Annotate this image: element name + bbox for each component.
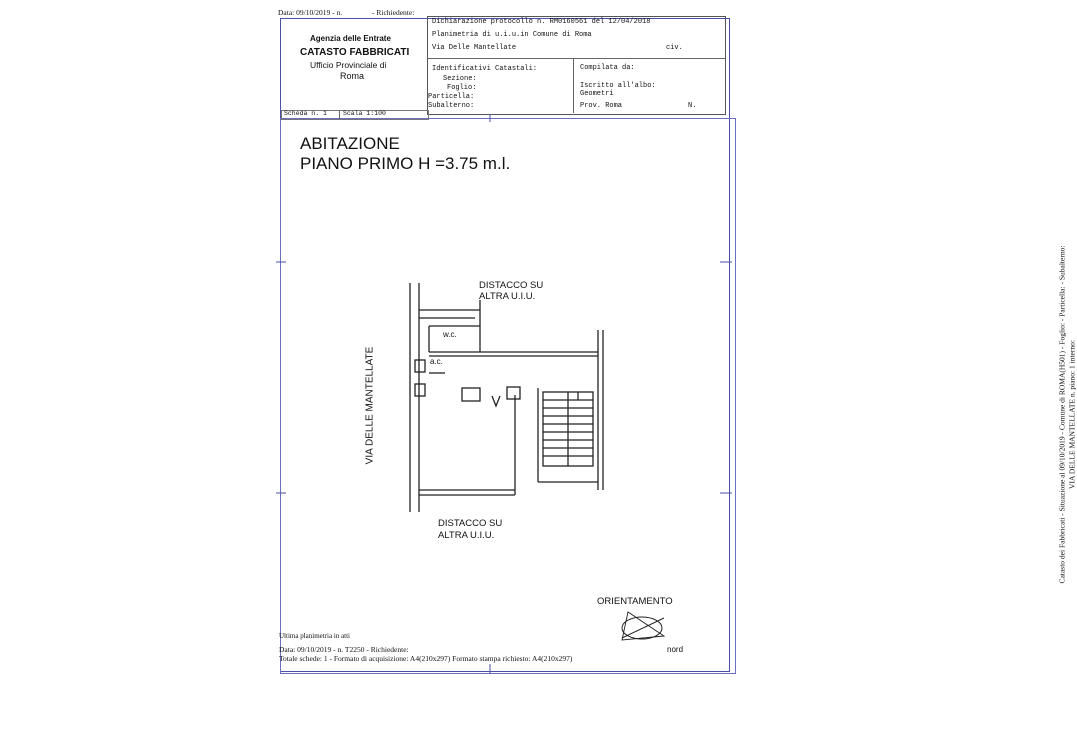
side-text-line1: Catasto dei Fabbricati - Situazione al 09/10/2019 - Comune di ROMA(H501) - Foglio: - Particella: - Subalterno: (1057, 245, 1067, 584)
info-particella: Particella: (428, 93, 475, 101)
plan-title-line2: PIANO PRIMO H =3.75 m.l. (300, 154, 511, 173)
distacco-top-line1: DISTACCO SU (479, 280, 544, 291)
scheda-scala: Scala 1:100 (343, 110, 386, 117)
info-planimetria: Planimetria di u.i.u.in Comune di Roma (432, 31, 592, 39)
info-foglio: Foglio: (447, 84, 477, 92)
info-sezione: Sezione: (443, 75, 477, 83)
info-identificativi: Identificativi Catastali: (432, 65, 538, 73)
street-label: VIA DELLE MANTELLATE (364, 346, 376, 465)
info-dichiarazione: Dichiarazione protocollo n. RM0160561 del 12/04/2018 (432, 18, 651, 26)
nord-label: nord (667, 645, 684, 654)
agency-line3: Ufficio Provinciale di (310, 60, 387, 70)
distacco-bot-line2: ALTRA U.I.U. (438, 530, 495, 541)
side-text-line2: VIA DELLE MANTELLATE n. piano: 1 interno: (1067, 340, 1077, 489)
info-subalterno: Subalterno: (428, 102, 475, 110)
distacco-bot-line1: DISTACCO SU (438, 518, 503, 529)
agency-line1: Agenzia delle Entrate (310, 34, 391, 43)
footer-data: Data: 09/10/2019 - n. T2250 - Richiedente: (279, 645, 409, 654)
orientamento-label: ORIENTAMENTO (597, 596, 673, 607)
info-compilata: Compilata da: (580, 64, 635, 72)
info-via: Via Delle Mantellate (432, 44, 517, 52)
info-iscritto: Iscritto all'albo: (580, 82, 656, 90)
top-header-richiedente: - Richiedente: (372, 8, 415, 17)
scheda-number: Scheda n. 1 (284, 110, 327, 117)
info-n: N. (688, 102, 697, 110)
footer-ultima: Ultima planimetria in atti (279, 632, 350, 640)
agency-line2: CATASTO FABBRICATI (300, 47, 410, 58)
top-header-data: Data: 09/10/2019 - n. (278, 8, 343, 17)
ac-label: a.c. (430, 357, 443, 366)
info-geometri: Geometri (580, 90, 614, 98)
plan-title-line1: ABITAZIONE (300, 134, 400, 153)
info-civ: civ. (666, 44, 683, 52)
footer-totale: Totale schede: 1 - Formato di acquisizione: A4(210x297) Formato stampa richiesto: A4(210x297) (279, 654, 573, 663)
agency-line4: Roma (340, 71, 365, 81)
distacco-top-line2: ALTRA U.I.U. (479, 291, 536, 302)
wc-label: w.c. (443, 330, 457, 339)
info-prov: Prov. Roma (580, 102, 623, 110)
